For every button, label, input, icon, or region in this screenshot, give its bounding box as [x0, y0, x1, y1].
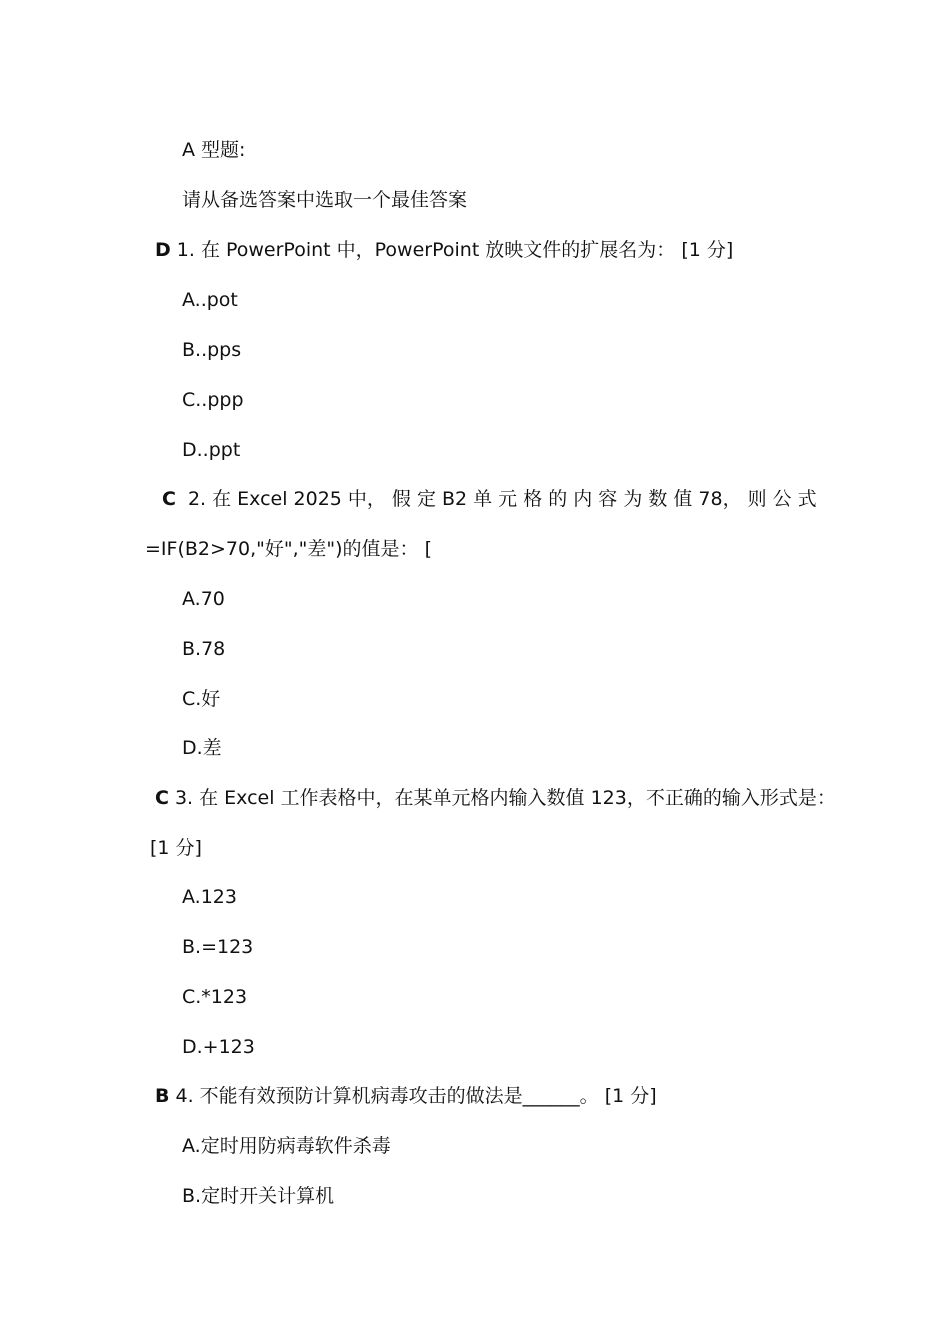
question-2-word: Excel: [237, 488, 288, 510]
question-2-word: 定: [416, 488, 436, 510]
section-heading: A 型题:: [182, 139, 246, 161]
question-2-option-d: D.差: [182, 737, 222, 759]
question-2-word: 内: [573, 488, 593, 510]
question-1-option-b: B..pps: [182, 339, 242, 361]
question-2-word: B2: [441, 488, 468, 510]
question-3-text: 3. 在 Excel 工作表格中，在某单元格内输入数值 123，不正确的输入形式是：: [174, 787, 836, 809]
question-2-word: 则: [747, 488, 767, 510]
question-1-option-d: D..ppt: [182, 439, 241, 461]
question-2-answer: C: [162, 488, 176, 510]
question-2-word: 2025: [293, 488, 342, 510]
question-4-option-a: A.定时用防病毒软件杀毒: [182, 1135, 391, 1157]
question-1-text: 1. 在 PowerPoint 中，PowerPoint 放映文件的扩展名为： [1 分]: [176, 239, 734, 261]
question-4-answer: B: [155, 1085, 170, 1107]
question-2-word: 假: [391, 488, 411, 510]
question-2-word: 数: [648, 488, 668, 510]
question-1: [155, 238, 733, 262]
question-1-answer: D: [155, 239, 171, 261]
question-1-option-c: C..ppp: [182, 389, 244, 411]
question-3-option-c: C.*123: [182, 986, 248, 1008]
question-2-word: 公: [772, 488, 792, 510]
question-2-word: 单: [473, 488, 493, 510]
question-2-word: 式: [797, 488, 817, 510]
question-2-word: 在: [212, 488, 232, 510]
question-2-word: 2.: [187, 488, 207, 510]
question-4-text: 4. 不能有效预防计算机病毒攻击的做法是______。 [1 分]: [175, 1085, 657, 1107]
question-3-option-a: A.123: [182, 886, 237, 908]
question-4-option-b: B.定时开关计算机: [182, 1185, 335, 1207]
question-3-option-d: D.+123: [182, 1036, 255, 1058]
question-4: [155, 1084, 657, 1108]
question-2-line-1: [162, 487, 817, 511]
question-2-word: 格: [523, 488, 543, 510]
question-2-word: 78，: [698, 488, 742, 510]
question-2-word: 为: [623, 488, 643, 510]
question-2-word: 容: [598, 488, 618, 510]
question-2-word: 元: [498, 488, 518, 510]
question-2-option-b: B.78: [182, 638, 226, 660]
question-3-line-2: [1 分]: [150, 837, 202, 859]
question-3-answer: C: [155, 787, 169, 809]
question-2-word: 的: [548, 488, 568, 510]
question-2-option-c: C.好: [182, 688, 221, 710]
question-3-line-1: [155, 786, 836, 810]
question-3-option-b: B.=123: [182, 936, 254, 958]
question-2-word: 值: [673, 488, 693, 510]
section-instruction: 请从备选答案中选取一个最佳答案: [182, 189, 468, 211]
question-2-line-2: =IF(B2>70,"好","差")的值是： [: [145, 538, 432, 560]
question-1-option-a: A..pot: [182, 289, 238, 311]
question-2-word: 中，: [347, 488, 386, 510]
question-2-option-a: A.70: [182, 588, 225, 610]
